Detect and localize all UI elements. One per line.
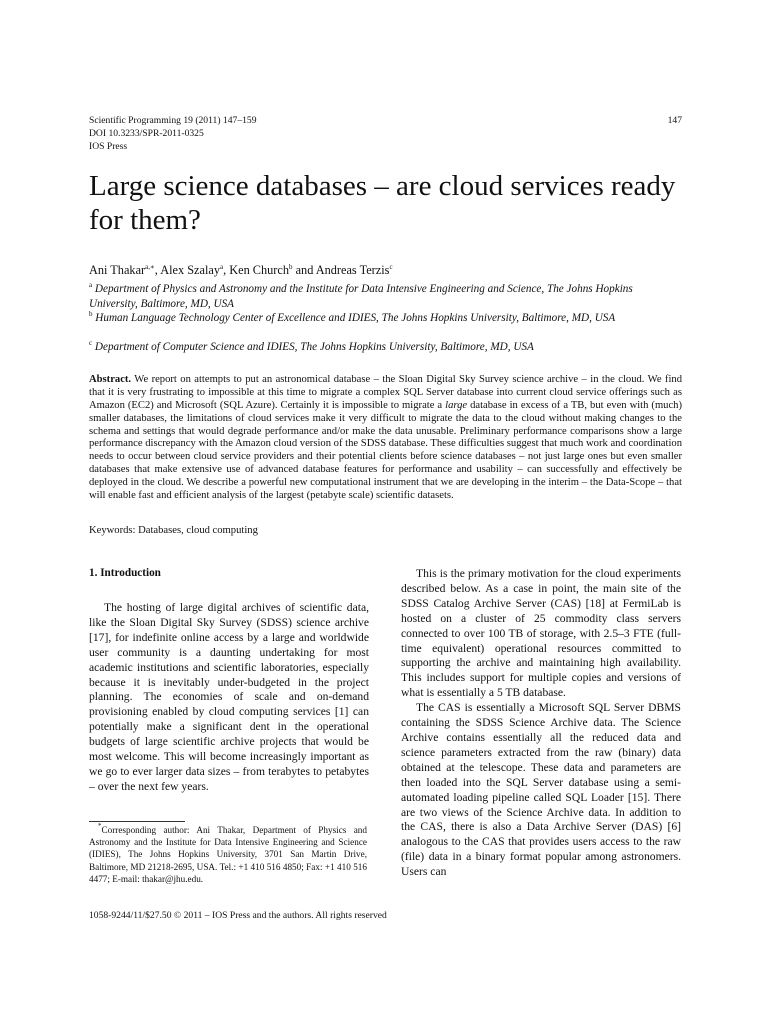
footnote-text: Corresponding author: Ani Thakar, Department of Physics and Astronomy and the Institute for Data Intensive Engineering and Science (IDIES), The Johns Hopkins University, 3701 San Martin Drive, Baltimore, MD 21218-2695, USA. Tel.: +1 410 516 4850; Fax: +1 410 516 4477; E-mail: thakar@jhu.edu. <box>89 825 367 884</box>
affiliation <box>89 311 684 326</box>
author-affil-mark: c <box>389 263 393 271</box>
author-list <box>89 263 393 278</box>
author-name: , Ken Church <box>223 263 290 277</box>
author-name: Ani Thakar <box>89 263 146 277</box>
right-column <box>401 567 681 880</box>
copyright-line: 1058-9244/11/$27.50 © 2011 – IOS Press and the authors. All rights reserved <box>89 910 387 921</box>
abstract <box>89 374 682 503</box>
doi: DOI 10.3233/SPR-2011-0325 <box>89 127 204 139</box>
footnote-rule <box>89 821 185 822</box>
journal-citation: Scientific Programming 19 (2011) 147–159 <box>89 115 257 126</box>
footnote-mark: * <box>98 822 102 830</box>
publisher: IOS Press <box>89 140 128 152</box>
affiliation <box>89 340 684 355</box>
affiliation-text: Human Language Technology Center of Excellence and IDIES, The Johns Hopkins University, Baltimore, MD, USA <box>95 312 616 324</box>
author-name: and Andreas Terzis <box>292 263 390 277</box>
paragraph: This is the primary motivation for the cloud experiments described below. As a case in point, the main site of the SDSS Catalog Archive Server (CAS) [18] at FermiLab is hosted on a cluster of 25 commodity class servers connected to over 100 TB of storage, with 2.5–3 FTE (full-time equivalent) operational resources committed to supporting the archive and maintaining high availability. This includes support for multiple copies and versions of what is essentially a 5 TB database. <box>401 567 681 700</box>
abstract-label: Abstract. <box>89 374 132 385</box>
affiliation-mark: a <box>89 281 93 289</box>
paper-title: Large science databases – are cloud services ready for them? <box>89 170 676 236</box>
running-header <box>89 115 257 153</box>
section-heading: 1. Introduction <box>89 567 161 579</box>
affiliation-text: Department of Physics and Astronomy and the Institute for Data Intensive Engineering and Science, The Johns Hopkins University, Baltimore, MD, USA <box>89 283 633 310</box>
abstract-emphasis: large <box>445 399 468 411</box>
affiliation-text: Department of Computer Science and IDIES, The Johns Hopkins University, Baltimore, MD, USA <box>94 341 534 353</box>
left-column <box>89 601 369 795</box>
abstract-text: database in excess of a TB, but even with (much) smaller databases, the limitations of cloud services make it very difficult to migrate the data to the cloud without making changes to the schema and settings that would degrade performance and/or make the data unusable. Preliminary performance comparisons show a large performance discrepancy with the Amazon cloud version of the SDSS database. These difficulties suggest that much work and coordination needs to occur between cloud service providers and their potential clients before science databases – not just large ones but even smaller databases that make extensive use of advanced database features for performance and usability – can successfully and effectively be deployed in the cloud. We describe a powerful new computational instrument that we are developing in the interim – the Data-Scope – that will enable fast and efficient analysis of the largest (petabyte scale) scientific datasets. <box>89 399 683 501</box>
paragraph: The hosting of large digital archives of scientific data, like the Sloan Digital Sky Survey (SDSS) science archive [17], for indefinite online access by a large and worldwide user community is a daunting undertaking for most academic institutions and scientific laboratories, especially because it is inevitably under-budgeted in the project planning. The economies of scale and on-demand provisioning enabled by cloud computing services [1] can potentially make a significant dent in the operational budgets of large scientific archive projects that would be most welcome. This will become increasingly important as we go to ever larger data sizes – from terabytes to petabytes – over the next few years. <box>89 601 369 793</box>
abstract-text: We report on attempts to put an astronomical database – the Sloan Digital Sky Survey science archive – in the cloud. We find that it is very frustrating to impossible at this time to migrate a complex SQL Server database into current cloud service offerings such as Amazon (EC2) and Microsoft (SQL Azure). Certainly it is impossible to migrate a <box>89 374 682 411</box>
footnote <box>89 824 367 885</box>
author-affil-mark: a,∗ <box>145 263 155 271</box>
keywords: Keywords: Databases, cloud computing <box>89 525 258 536</box>
author-affil-mark: b <box>289 263 293 271</box>
affiliation-mark: c <box>89 339 93 347</box>
affiliation <box>89 282 684 311</box>
paragraph: The CAS is essentially a Microsoft SQL Server DBMS containing the SDSS Science Archive data. The Science Archive contains essentially all the reduced data and science parameters extracted from the raw (binary) data obtained at the telescope. These data and parameters are then loaded into the SQL Server database using a semi-automated loading pipeline called SQL Loader [15]. There are two views of the Science Archive data. In addition to the CAS, there is also a Data Archive Server (DAS) [6] analogous to the CAS that provides users access to the raw (file) data in a binary format popular among astronomers. Users can <box>401 701 681 879</box>
page-number: 147 <box>667 115 682 126</box>
affiliation-mark: b <box>89 310 93 318</box>
author-affil-mark: a <box>219 263 224 271</box>
author-name: , Alex Szalay <box>154 263 220 277</box>
